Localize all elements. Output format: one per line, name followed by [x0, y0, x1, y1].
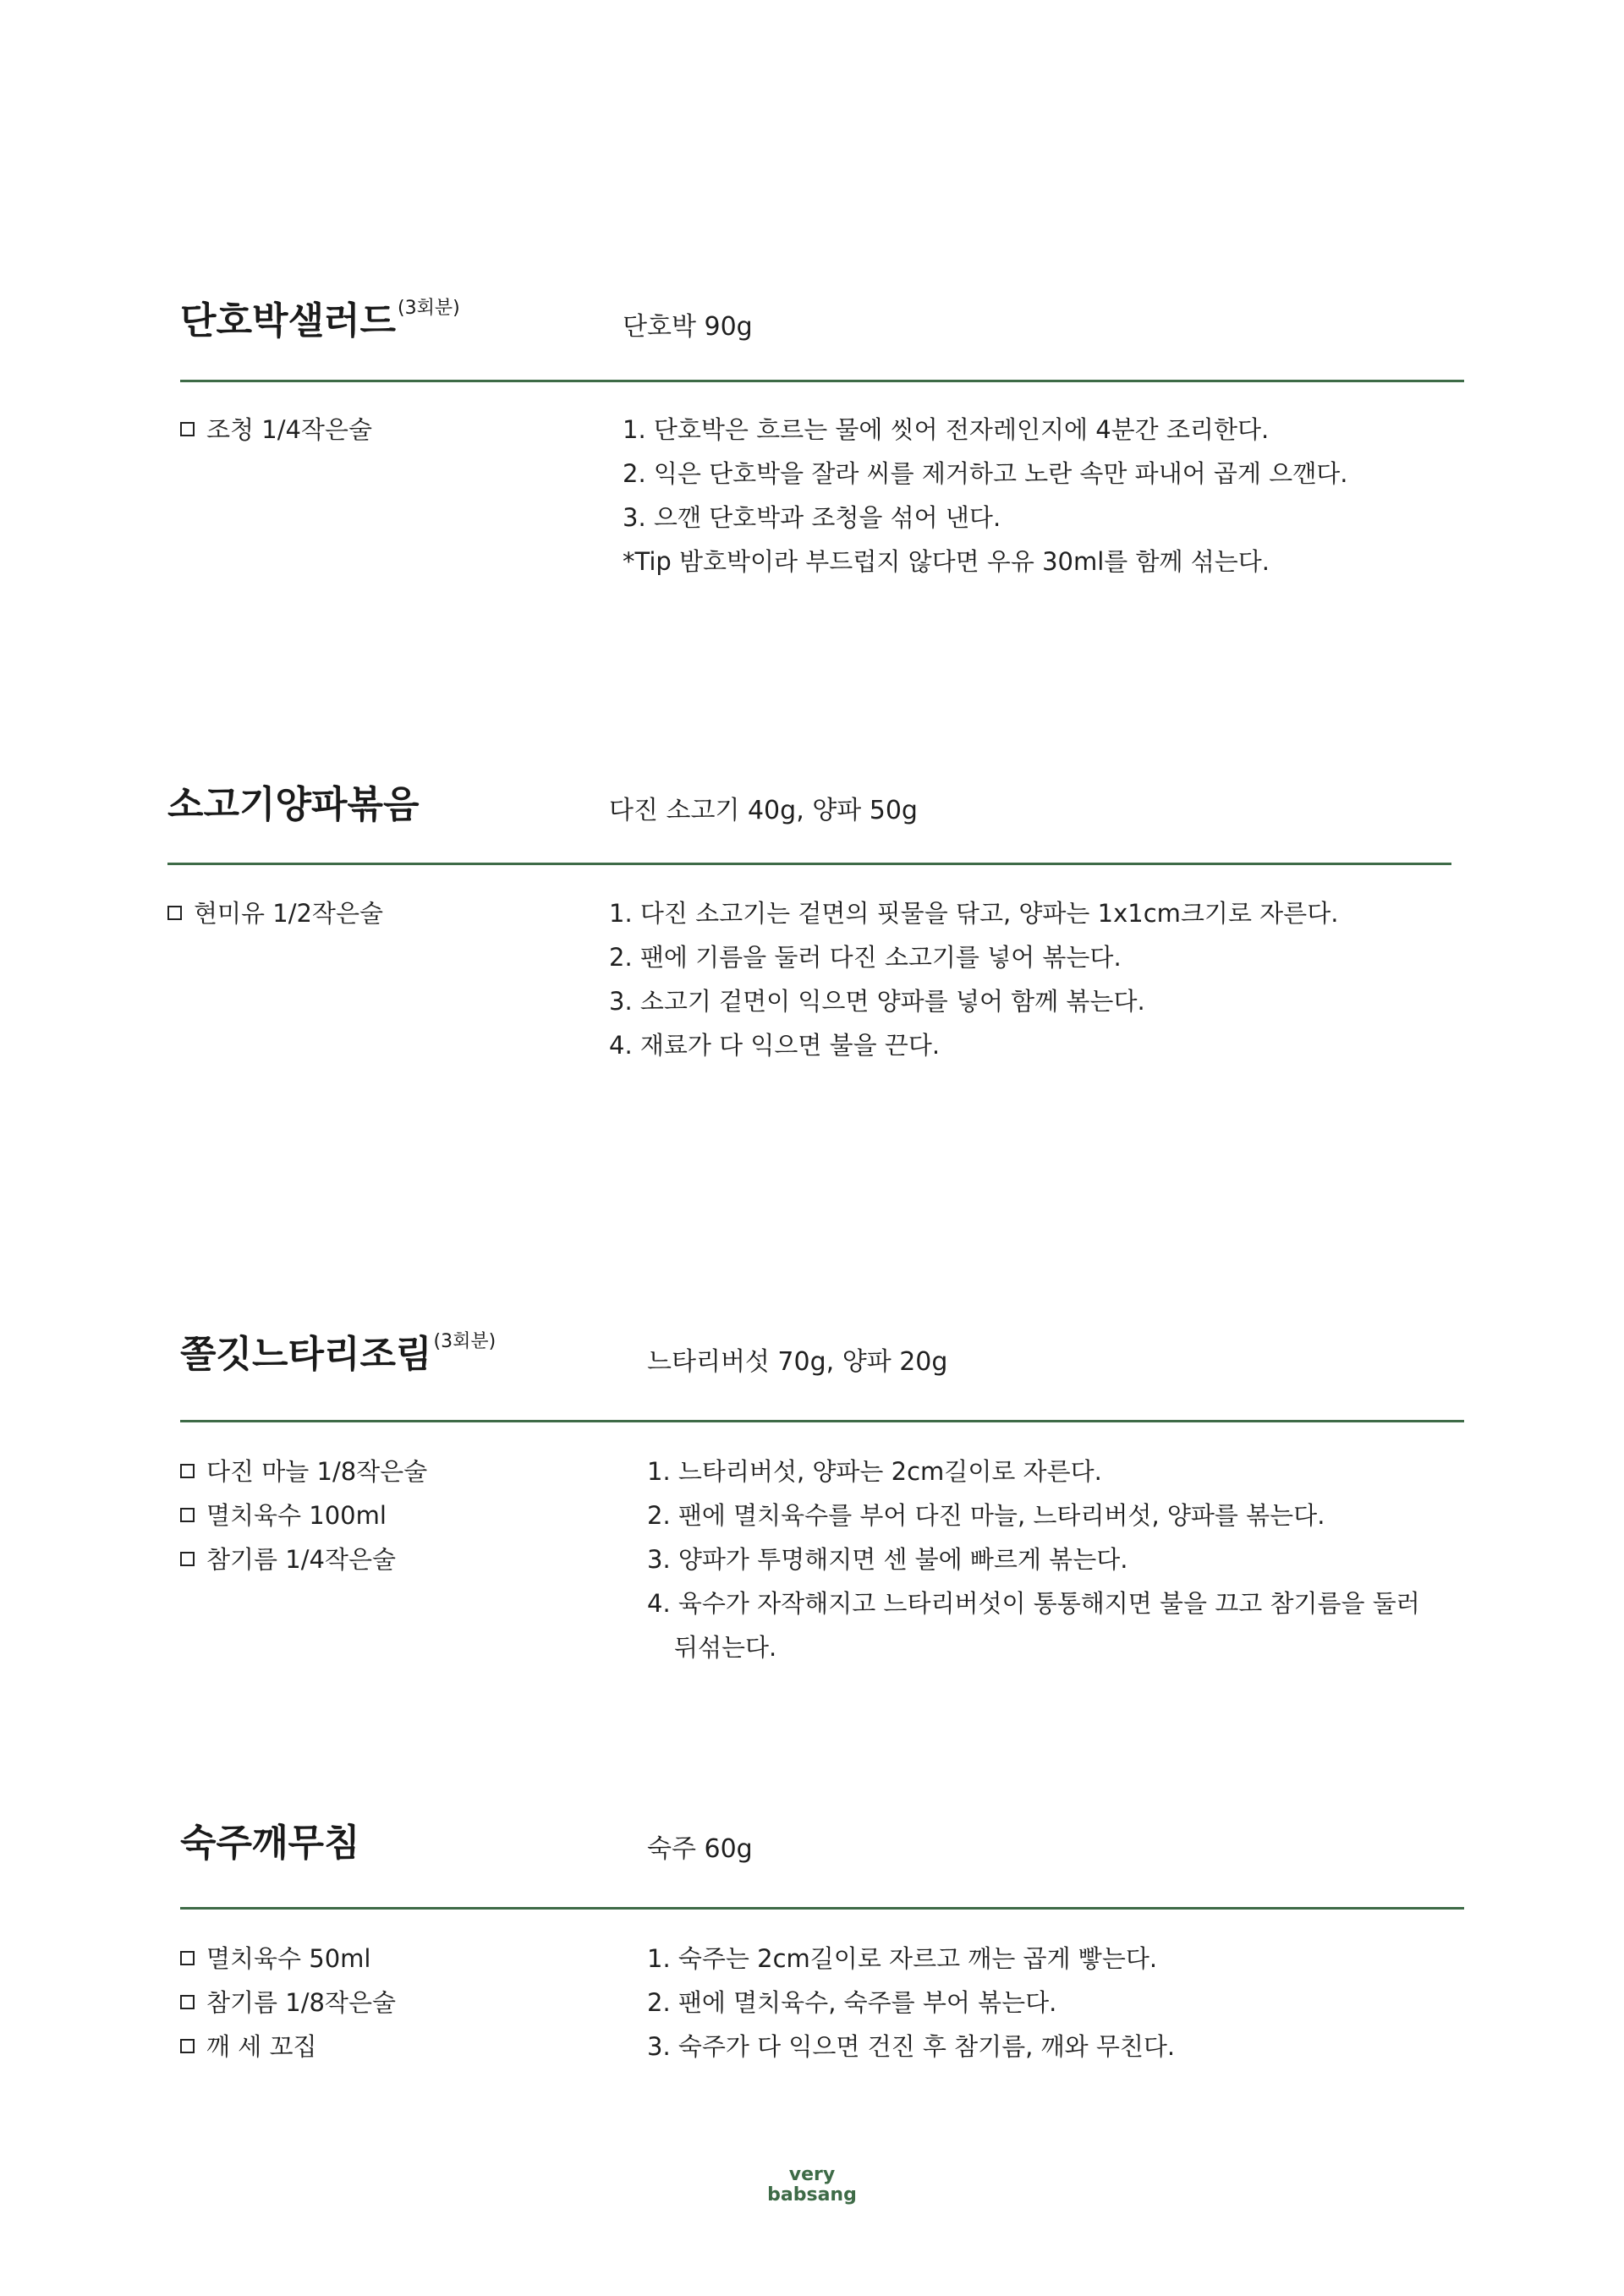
sub-ingredient: 멸치육수 50ml — [180, 1937, 396, 1981]
section-divider — [167, 863, 1451, 865]
main-ingredients: 숙주 60g — [647, 1834, 753, 1864]
step-item: 1. 숙주는 2cm길이로 자르고 깨는 곱게 빻는다. — [647, 1944, 1158, 1973]
step-item: 4. 육수가 자작해지고 느타리버섯이 통통해지면 불을 끄고 참기름을 둘러 — [647, 1589, 1420, 1618]
section-divider — [180, 1420, 1464, 1422]
checkbox-icon — [180, 2039, 195, 2053]
step-item: 1. 다진 소고기는 겉면의 핏물을 닦고, 양파는 1x1cm크기로 자른다. — [609, 899, 1339, 928]
recipe-title — [180, 298, 460, 342]
serving-note: (3회분) — [398, 298, 460, 319]
recipe-title — [167, 783, 420, 826]
brand-logo — [0, 2165, 1624, 2206]
sub-ingredient-list — [180, 1937, 396, 2069]
recipe-title — [180, 1331, 497, 1376]
step-item: 1. 느타리버섯, 양파는 2cm길이로 자른다. — [647, 1457, 1102, 1486]
step-item: 2. 팬에 멸치육수를 부어 다진 마늘, 느타리버섯, 양파를 볶는다. — [647, 1501, 1325, 1530]
sub-ingredient-list — [180, 1449, 427, 1581]
section-divider — [180, 380, 1464, 382]
recipe-name: 숙주깨무침 — [180, 1822, 360, 1865]
tip-item: *Tip 밤호박이라 부드럽지 않다면 우유 30ml를 함께 섞는다. — [623, 547, 1270, 576]
checkbox-icon — [180, 422, 195, 436]
step-item: 2. 익은 단호박을 잘라 씨를 제거하고 노란 속만 파내어 곱게 으깬다. — [623, 459, 1348, 488]
step-item: 1. 단호박은 흐르는 물에 씻어 전자레인지에 4분간 조리한다. — [623, 415, 1270, 444]
step-item: 4. 재료가 다 익으면 불을 끈다. — [609, 1031, 941, 1060]
main-ingredients: 다진 소고기 40g, 양파 50g — [609, 796, 918, 825]
checkbox-icon — [180, 1552, 195, 1566]
sub-ingredient: 참기름 1/4작은술 — [180, 1537, 427, 1581]
step-list — [623, 408, 1347, 584]
sub-ingredient: 다진 마늘 1/8작은술 — [180, 1449, 427, 1493]
brand-line-1: very — [788, 2164, 836, 2185]
step-item: 3. 양파가 투명해지면 센 불에 빠르게 볶는다. — [647, 1545, 1128, 1574]
sub-ingredient: 현미유 1/2작은술 — [167, 891, 383, 935]
step-item: 2. 팬에 기름을 둘러 다진 소고기를 넣어 볶는다. — [609, 943, 1122, 972]
checkbox-icon — [180, 1995, 195, 2009]
step-item: 3. 숙주가 다 익으면 건진 후 참기름, 깨와 무친다. — [647, 2032, 1176, 2061]
sub-ingredient-list — [180, 408, 372, 452]
checkbox-icon — [180, 1508, 195, 1522]
step-item: 3. 으깬 단호박과 조청을 섞어 낸다. — [623, 503, 1001, 532]
checkbox-icon — [180, 1951, 195, 1965]
step-list — [647, 1449, 1420, 1669]
brand-line-2: babsang — [767, 2184, 857, 2206]
sub-ingredient: 참기름 1/8작은술 — [180, 1981, 396, 2025]
step-item: 3. 소고기 겉면이 익으면 양파를 넣어 함께 볶는다. — [609, 987, 1145, 1016]
step-item: 2. 팬에 멸치육수, 숙주를 부어 볶는다. — [647, 1988, 1057, 2017]
serving-note: (3회분) — [433, 1331, 497, 1352]
recipe-title — [180, 1822, 360, 1865]
recipe-name: 단호박샐러드 — [180, 299, 397, 342]
sub-ingredient: 깨 세 꼬집 — [180, 2025, 396, 2069]
step-list — [647, 1937, 1175, 2069]
checkbox-icon — [167, 906, 182, 920]
step-list — [609, 891, 1338, 1067]
main-ingredients: 단호박 90g — [623, 312, 753, 342]
sub-ingredient: 조청 1/4작은술 — [180, 408, 372, 452]
recipe-name: 소고기양파볶음 — [167, 783, 420, 826]
sub-ingredient: 멸치육수 100ml — [180, 1493, 427, 1537]
checkbox-icon — [180, 1464, 195, 1478]
sub-ingredient-list — [167, 891, 383, 935]
main-ingredients: 느타리버섯 70g, 양파 20g — [647, 1347, 948, 1377]
section-divider — [180, 1907, 1464, 1910]
recipe-name: 쫄깃느타리조림 — [180, 1333, 432, 1376]
step-item-continuation: 뒤섞는다. — [674, 1633, 777, 1662]
